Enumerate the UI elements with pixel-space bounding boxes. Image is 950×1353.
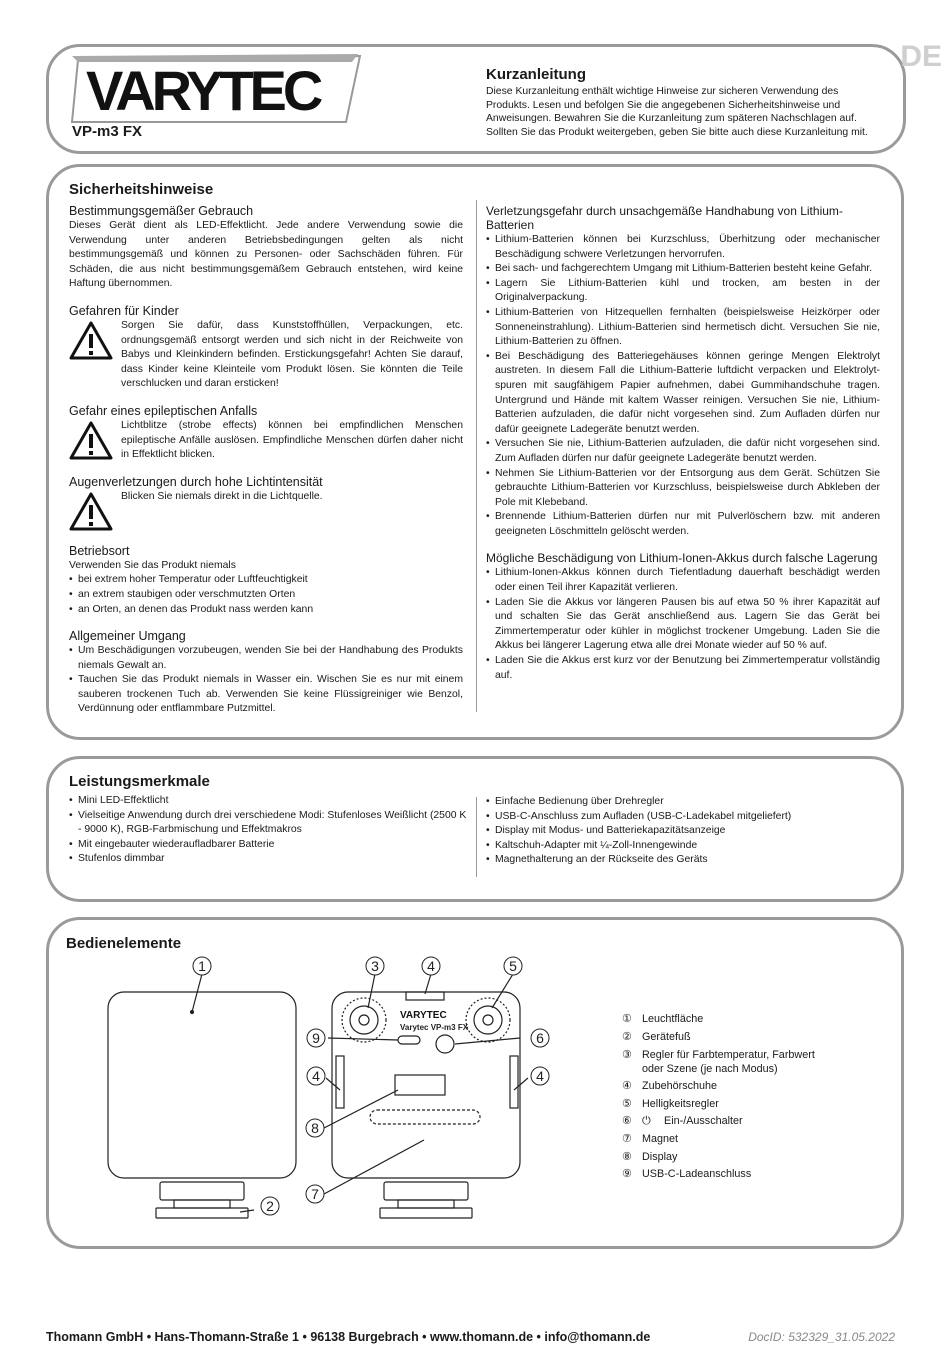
kurz-title: Kurzanleitung — [486, 66, 586, 83]
general-list — [69, 644, 463, 717]
model-name: VP-m3 FX — [72, 123, 143, 140]
eye-text: Blicken Sie niemals direkt in die Lichtquelle. — [121, 490, 323, 502]
list-item: • Lithium-Batterien können bei Kurzschluss, Überhitzung oder mechanischer Beschädigung schwere Verletzungen hervorrufen. — [486, 233, 880, 262]
kids-text: Sorgen Sie dafür, dass Kunststoffhüllen, Verpackungen, etc. ordnungsgemäß entsorgt werden und sich nicht in der Reichweite von Babys und Kleinkindern befinden. Erstickungsgefahr! Achten Sie darauf, dass Kinder keine Kleinteile vom Produkt lösen. Sie könnten die Teile verschlucken und daran ersticken! — [121, 319, 463, 390]
svg-text:8: 8 — [311, 1120, 319, 1136]
list-item: • Laden Sie die Akkus vor längeren Pausen bis auf etwa 50 % ihrer Kapazität auf und schalten Sie das Gerät anschließend aus. Lagern Sie das Gerät bei Zimmertemperatur oder kühler in möglichst trockener Umgebung. Laden Sie die Akkus bei längerer Lagerung etwa alle drei Monate wieder auf 50 % auf. — [486, 596, 880, 654]
callout-2 — [261, 1197, 279, 1215]
list-item: • Einfache Bedienung über Drehregler — [486, 795, 886, 810]
callout-9 — [307, 1029, 325, 1047]
features-left — [69, 773, 469, 867]
divider — [476, 797, 477, 877]
list-item: • Stufenlos dimmbar — [69, 852, 469, 867]
kurz-text: Diese Kurzanleitung enthält wichtige Hinweise zur sicheren Verwendung des Produkts. Lesen und befolgen Sie die angegebenen Sicherheitshinweise und Anweisungen. Bewahren Sie die Kurzanleitung zum späteren Nachschlagen auf. Sollten Sie das Produkt weitergeben, geben Sie bitte auch diese Kurzanleitung mit. — [486, 86, 868, 138]
device-label: Varytec VP-m3 FX — [400, 1023, 469, 1032]
warning-icon — [69, 492, 113, 532]
list-item: • Vielseitige Anwendung durch drei verschiedene Modi: Stufenloses Weißlicht (2500 K - 9000 K), RGB-Farbmischung und Effektmakros — [69, 809, 469, 838]
svg-text:VARYTEC: VARYTEC — [86, 59, 320, 122]
list-item: • Mini LED-Effektlicht — [69, 794, 469, 809]
list-item: • bei extrem hoher Temperatur oder Luftfeuchtigkeit — [69, 573, 463, 588]
device-diagram — [100, 950, 570, 1240]
callout-5 — [504, 957, 522, 975]
brand-logo — [70, 52, 365, 129]
warning-icon — [69, 421, 113, 461]
warning-icon — [69, 321, 113, 361]
legend-item: ① Leuchtfläche — [622, 1013, 704, 1025]
light-surface — [108, 992, 296, 1178]
akku-heading: Mögliche Beschädigung von Lithium-Ionen-Akkus durch falsche Lagerung — [486, 551, 878, 566]
list-item: • Bei sach- und fachgerechtem Umgang mit Lithium-Batterien besteht keine Gefahr. — [486, 262, 880, 277]
list-item: • Magnethalterung an der Rückseite des Geräts — [486, 853, 886, 868]
site-heading: Betriebsort — [69, 543, 130, 558]
power-icon: ⏻ — [642, 1115, 651, 1128]
epi-text: Lichtblitze (strobe effects) können bei empfindlichen Menschen epileptische Anfälle auslösen. Empfindliche Menschen dürfen daher nicht in Effektlicht blicken. — [121, 419, 463, 461]
legend-item: ② Gerätefuß — [622, 1030, 691, 1043]
features-list-right — [486, 795, 886, 868]
svg-text:2: 2 — [266, 1198, 274, 1214]
doc-id: DocID: 532329_31.05.2022 — [748, 1330, 895, 1344]
svg-text:9: 9 — [312, 1030, 320, 1046]
controls-title: Bedienelemente — [66, 935, 182, 952]
legend-item: ④ Zubehörschuhe — [622, 1080, 718, 1093]
safety-left — [69, 181, 463, 717]
site-text: Verwenden Sie das Produkt niemals — [69, 559, 236, 571]
callout-1 — [193, 957, 211, 975]
legend-item: ⑧ Display — [622, 1150, 678, 1163]
lithium-heading: Verletzungsgefahr durch unsachgemäße Handhabung von Lithium-Batterien — [486, 204, 843, 232]
features-title: Leistungsmerkmale — [69, 773, 210, 790]
device-foot — [160, 1182, 244, 1200]
list-item: • Nehmen Sie Lithium-Batterien vor der Entsorgung aus dem Gerät. Schützen Sie gebrauchte Lithium-Batterien vor Kurzschluss, beispielsweise durch Abkleben der Pole mit Klebeband. — [486, 467, 880, 511]
callout-6 — [531, 1029, 549, 1047]
legend-item: ⑤ Helligkeitsregler — [622, 1097, 719, 1110]
footer-address: Thomann GmbH • Hans-Thomann-Straße 1 • 96138 Burgebrach • www.thomann.de • info@thomann.de — [46, 1330, 651, 1344]
callout-7 — [306, 1185, 324, 1203]
callout-4 — [422, 957, 440, 975]
svg-text:1: 1 — [198, 958, 206, 974]
list-item: • Tauchen Sie das Produkt niemals in Wasser ein. Wischen Sie es nur mit einem sauberen trockenen Tuch ab. Verwenden Sie keine Flüssigreiniger wie Benzol, Verdünnung oder entflammbare Putzmittel. — [69, 673, 463, 717]
divider — [476, 200, 477, 712]
device-brand: VARYTEC — [400, 1010, 447, 1021]
general-heading: Allgemeiner Umgang — [69, 629, 186, 644]
controls-legend — [622, 1011, 832, 1184]
akku-list — [486, 566, 880, 683]
svg-text:7: 7 — [311, 1186, 319, 1202]
list-item: • an extrem staubigen oder verschmutzten Orten — [69, 588, 463, 603]
epi-heading: Gefahr eines epileptischen Anfalls — [69, 403, 258, 418]
callout-3 — [366, 957, 384, 975]
list-item: • Mit eingebauter wiederaufladbarer Batterie — [69, 838, 469, 853]
svg-text:3: 3 — [371, 958, 379, 974]
use-text: Dieses Gerät dient als LED-Effektlicht. Jede andere Verwendung sowie die Verwendung unter anderen Betriebsbedingungen gelten als nicht bestimmungsgemäß und können zu Personen- oder Sachschäden führen. Für Schäden, die aus nicht bestimmungsgemäßem Gebrauch entstehen, wird keine Haftung übernommen. — [69, 220, 463, 290]
legend-item: ⑦ Magnet — [622, 1132, 679, 1145]
svg-text:6: 6 — [536, 1030, 544, 1046]
legend-item: ⑨ USB-C-Ladeanschluss — [622, 1168, 752, 1181]
list-item: • Lithium-Ionen-Akkus können durch Tiefentladung dauerhaft beschädigt werden oder einen Teil ihrer Kapazität verlieren. — [486, 566, 880, 595]
list-item: • Lagern Sie Lithium-Batterien kühl und trocken, am besten in der Originalverpackung. — [486, 277, 880, 306]
list-item: • USB-C-Anschluss zum Aufladen (USB-C-Ladekabel mitgeliefert) — [486, 810, 886, 825]
features-list-left — [69, 794, 469, 867]
list-item: • Versuchen Sie nie, Lithium-Batterien aufzuladen, die dafür nicht vorgesehen sind. Zum Aufladen dürfen nur dafür geeignete Ladegeräte benutzt werden. — [486, 437, 880, 466]
eye-heading: Augenverletzungen durch hohe Lichtintensität — [69, 474, 323, 489]
list-item: • Brennende Lithium-Batterien dürfen nur mit Pulverlöschern bzw. mit anderen geeigneten Löschmitteln gelöscht werden. — [486, 510, 880, 539]
list-item: • Display mit Modus- und Batteriekapazitätsanzeige — [486, 824, 886, 839]
kurzanleitung — [486, 66, 881, 139]
safety-title: Sicherheitshinweise — [69, 181, 214, 198]
svg-text:4: 4 — [427, 958, 435, 974]
list-item: • Kaltschuh-Adapter mit ¼-Zoll-Innengewinde — [486, 839, 886, 854]
list-item: • an Orten, an denen das Produkt nass werden kann — [69, 603, 463, 618]
svg-text:4: 4 — [312, 1068, 320, 1084]
safety-right — [486, 204, 880, 683]
callout-4-right — [531, 1067, 549, 1085]
legend-item: ③ Regler für Farbtemperatur, Farbwert oder Szene (je nach Modus) — [622, 1049, 815, 1076]
list-item: • Bei Beschädigung des Batteriegehäuses können geringe Mengen Elektrolyt austreten. In diesem Fall die Lithium-Batterie luftdicht verpacken und Elektrolyt- spuren mit saugfähigem Papier aufnehmen, dabei Gummihandschuhe tragen. Untergrund und Hände mit kaltem Wasser reinigen. Versuchen Sie nie, Lithium-Batterien aufzuladen, die dafür nicht vorgesehen sind. Zum Aufladen dürfen nur dafür geeignete Ladegeräte benutzt werden. — [486, 350, 880, 438]
svg-text:5: 5 — [509, 958, 517, 974]
list-item: • Um Beschädigungen vorzubeugen, wenden Sie bei der Handhabung des Produkts niemals Gewalt an. — [69, 644, 463, 673]
callout-4-left — [307, 1067, 325, 1085]
use-heading: Bestimmungsgemäßer Gebrauch — [69, 204, 254, 218]
svg-text:4: 4 — [536, 1068, 544, 1084]
features-right — [486, 795, 886, 868]
kids-heading: Gefahren für Kinder — [69, 303, 179, 318]
site-list — [69, 573, 463, 617]
list-item: • Lithium-Batterien von Hitzequellen fernhalten (beispielsweise Heizkörper oder Sonneneinstrahlung). Lithium-Batterien sind hermetisch dicht. Versuchen Sie nie, Lithium-Batterien zu öffnen. — [486, 306, 880, 350]
lithium-list — [486, 233, 880, 539]
legend-item: ⑥ ⏻ Ein-/Ausschalter — [622, 1113, 832, 1131]
language-tag: DE — [900, 40, 942, 73]
list-item: • Laden Sie die Akkus erst kurz vor der Benutzung bei Zimmertemperatur vollständig auf. — [486, 654, 880, 683]
callout-8 — [306, 1119, 324, 1137]
